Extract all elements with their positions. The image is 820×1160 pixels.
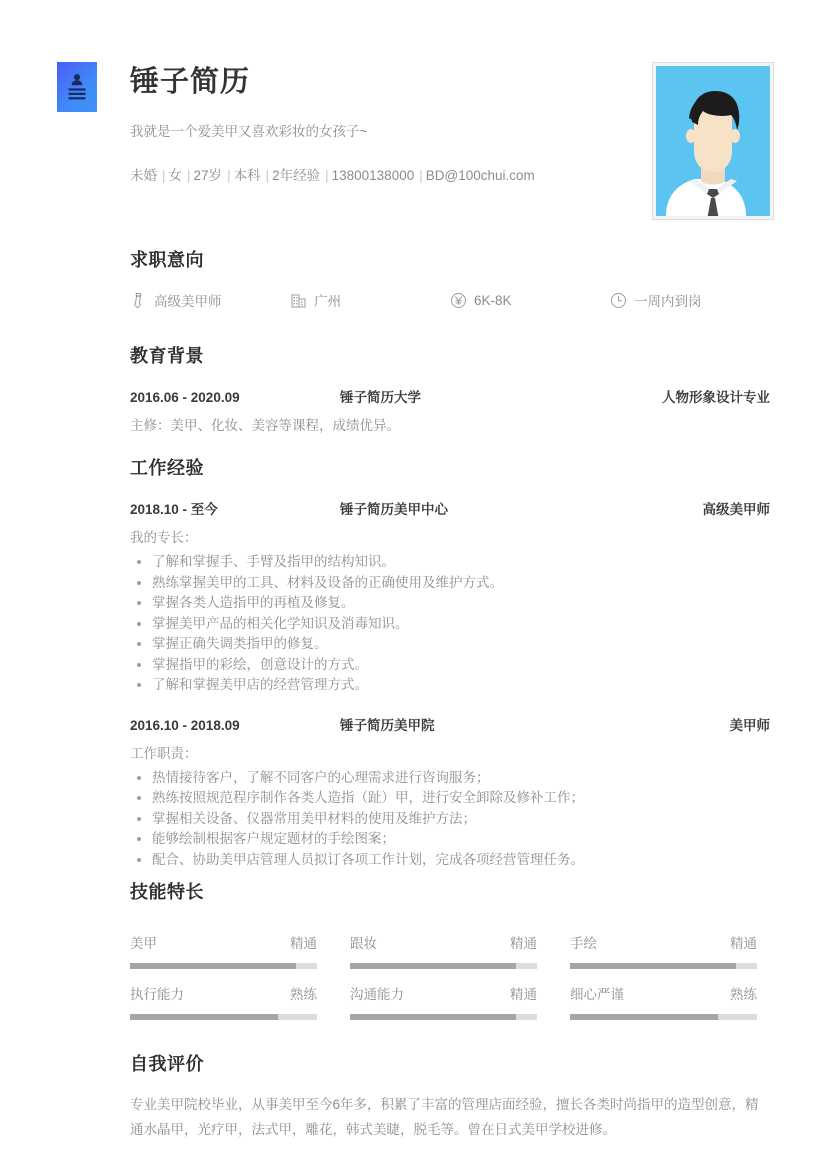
- skill-level: 熟练: [290, 987, 317, 1002]
- work-bullet-item: 熟练按照规范程序制作各类人造指（趾）甲，进行安全卸除及修补工作；: [130, 788, 770, 809]
- skill-bar-track: [570, 963, 757, 969]
- skill-name: 细心严谨: [570, 987, 624, 1002]
- work-bullet-item: 能够绘制根据客户规定题材的手绘图案；: [130, 829, 770, 850]
- intent-item-city: [290, 290, 450, 310]
- work-role: 高级美甲师: [702, 502, 770, 517]
- education-entries: [130, 388, 770, 436]
- skill-name: 执行能力: [130, 987, 184, 1002]
- skill-bar-fill: [130, 1014, 278, 1020]
- work-bullet-item: 熟练掌握美甲的工具、材料及设备的正确使用及维护方式。: [130, 573, 770, 594]
- section-title-summary: 自我评价: [130, 1054, 204, 1074]
- education-date: 2016.06 - 2020.09: [130, 390, 240, 405]
- skill-head: [570, 985, 757, 1005]
- meta-item: BD@100chui.com: [425, 168, 535, 183]
- skill-head: [350, 934, 537, 954]
- intent-item-salary: [450, 290, 610, 310]
- work-bullets-1: [130, 768, 770, 871]
- work-entry-head: [130, 716, 770, 736]
- work-bullet-item: 配合、协助美甲店管理人员拟订各项工作计划，完成各项经营管理任务。: [130, 850, 770, 871]
- resume-person-lines-icon: [65, 72, 89, 102]
- work-date: 2018.10 - 至今: [130, 502, 218, 517]
- skill-head: [130, 985, 317, 1005]
- intent-item-availability: [610, 290, 770, 310]
- clock-icon: [610, 292, 627, 309]
- meta-item: 27岁: [193, 168, 223, 183]
- skill-level: 熟练: [730, 987, 757, 1002]
- skill-item: [570, 985, 757, 1020]
- work-bullet-item: 掌握相关设备、仪器常用美甲材料的使用及维护方法；: [130, 809, 770, 830]
- education-desc: 主修：美甲、化妆、美容等课程，成绩优异。: [130, 418, 400, 433]
- avatar-illustration: [656, 66, 770, 216]
- meta-separator: |: [227, 168, 231, 183]
- education-major: 人物形象设计专业: [662, 390, 770, 405]
- meta-separator: |: [187, 168, 191, 183]
- work-entry: [130, 716, 770, 871]
- meta-item: 13800138000: [331, 168, 415, 183]
- section-title-skills: 技能特长: [130, 882, 204, 902]
- summary-text: 专业美甲院校毕业，从事美甲至今6年多，积累了丰富的管理店面经验，擅长各类时尚指甲的造型创意，精通水晶甲，光疗甲，法式甲，雕花，韩式美睫，脱毛等。曾在日式美甲学校进修。: [130, 1097, 759, 1137]
- intent-item-position: [130, 290, 290, 310]
- work-bullet-item: 掌握各类人造指甲的再植及修复。: [130, 593, 770, 614]
- skill-bar-fill: [350, 1014, 516, 1020]
- meta-separator: |: [265, 168, 270, 183]
- work-org: 锤子简历美甲院: [340, 717, 435, 733]
- education-entry-head: [130, 388, 770, 408]
- skill-bar-fill: [130, 963, 296, 969]
- skill-head: [350, 985, 537, 1005]
- work-entry: [130, 500, 770, 696]
- skill-bar-track: [570, 1014, 757, 1020]
- skill-bar-fill: [570, 1014, 718, 1020]
- yen-icon: [450, 292, 467, 309]
- work-desc: 我的专长：: [130, 530, 198, 545]
- work-bullet-item: 掌握正确失调类指甲的修复。: [130, 634, 770, 655]
- meta-item: 女: [168, 168, 183, 183]
- section-summary: [130, 1052, 770, 1142]
- skill-head: [570, 934, 757, 954]
- education-org: 锤子简历大学: [340, 390, 421, 405]
- work-bullet-item: 了解和掌握美甲店的经营管理方式。: [130, 675, 770, 696]
- meta-item: 未婚: [130, 168, 157, 183]
- tie-icon: [130, 292, 147, 309]
- meta-separator: |: [162, 168, 166, 183]
- personal-meta-line: [130, 166, 630, 186]
- work-date: 2016.10 - 2018.09: [130, 717, 240, 733]
- intent-position-label: 高级美甲师: [154, 294, 222, 309]
- section-job-intent: [130, 248, 770, 310]
- skill-bar-fill: [350, 963, 516, 969]
- skill-item: [570, 934, 757, 969]
- work-bullet-item: 掌握指甲的彩绘，创意设计的方式。: [130, 655, 770, 676]
- meta-item: 本科: [233, 168, 261, 183]
- work-desc: 工作职责：: [130, 745, 198, 761]
- intent-salary-label: 6K-8K: [474, 292, 512, 308]
- meta-separator: |: [419, 168, 423, 183]
- section-skills: [130, 880, 770, 1020]
- skill-bar-track: [350, 1014, 537, 1020]
- skill-item: [350, 934, 537, 969]
- tagline: 我就是一个爱美甲又喜欢彩妆的女孩子~: [130, 124, 368, 139]
- skill-level: 精通: [290, 936, 317, 951]
- skill-bar-track: [130, 963, 317, 969]
- skill-item: [350, 985, 537, 1020]
- skill-bar-track: [350, 963, 537, 969]
- skill-level: 精通: [730, 936, 757, 951]
- work-bullet-item: 了解和掌握手、手臂及指甲的结构知识。: [130, 552, 770, 573]
- work-bullet-item: 掌握美甲产品的相关化学知识及消毒知识。: [130, 614, 770, 635]
- profile-photo-frame: [652, 62, 774, 220]
- skill-name: 手绘: [570, 936, 597, 951]
- section-title-job-intent: 求职意向: [130, 250, 204, 270]
- skill-name: 跟妆: [350, 936, 377, 951]
- work-bullet-item: 热情接待客户，了解不同客户的心理需求进行咨询服务；: [130, 768, 770, 789]
- skill-item: [130, 985, 317, 1020]
- page-title: 锤子简历: [130, 66, 251, 98]
- skill-head: [130, 934, 317, 954]
- work-org: 锤子简历美甲中心: [340, 502, 448, 517]
- resume-logo-badge: [57, 62, 97, 112]
- intent-availability-label: 一周内到岗: [634, 294, 702, 309]
- section-education: [130, 344, 770, 436]
- skill-name: 沟通能力: [350, 987, 404, 1002]
- profile-photo: [656, 66, 770, 216]
- work-role: 美甲师: [729, 717, 770, 733]
- intent-city-label: 广州: [314, 294, 341, 309]
- education-entry: [130, 388, 770, 436]
- skill-bar-track: [130, 1014, 317, 1020]
- skill-item: [130, 934, 317, 969]
- section-title-education: 教育背景: [130, 346, 204, 366]
- skills-grid: [130, 918, 770, 1020]
- skill-bar-fill: [570, 963, 736, 969]
- work-bullets-0: [130, 552, 770, 696]
- meta-item: 2年经验: [272, 168, 321, 183]
- meta-separator: |: [325, 168, 329, 183]
- section-work: [130, 456, 770, 870]
- skill-name: 美甲: [130, 936, 157, 951]
- skill-level: 精通: [510, 936, 537, 951]
- skill-level: 精通: [510, 987, 537, 1002]
- section-title-work: 工作经验: [130, 458, 204, 478]
- resume-header: [130, 62, 630, 186]
- job-intent-row: [130, 290, 770, 310]
- work-entry-head: [130, 500, 770, 520]
- building-icon: [290, 292, 307, 309]
